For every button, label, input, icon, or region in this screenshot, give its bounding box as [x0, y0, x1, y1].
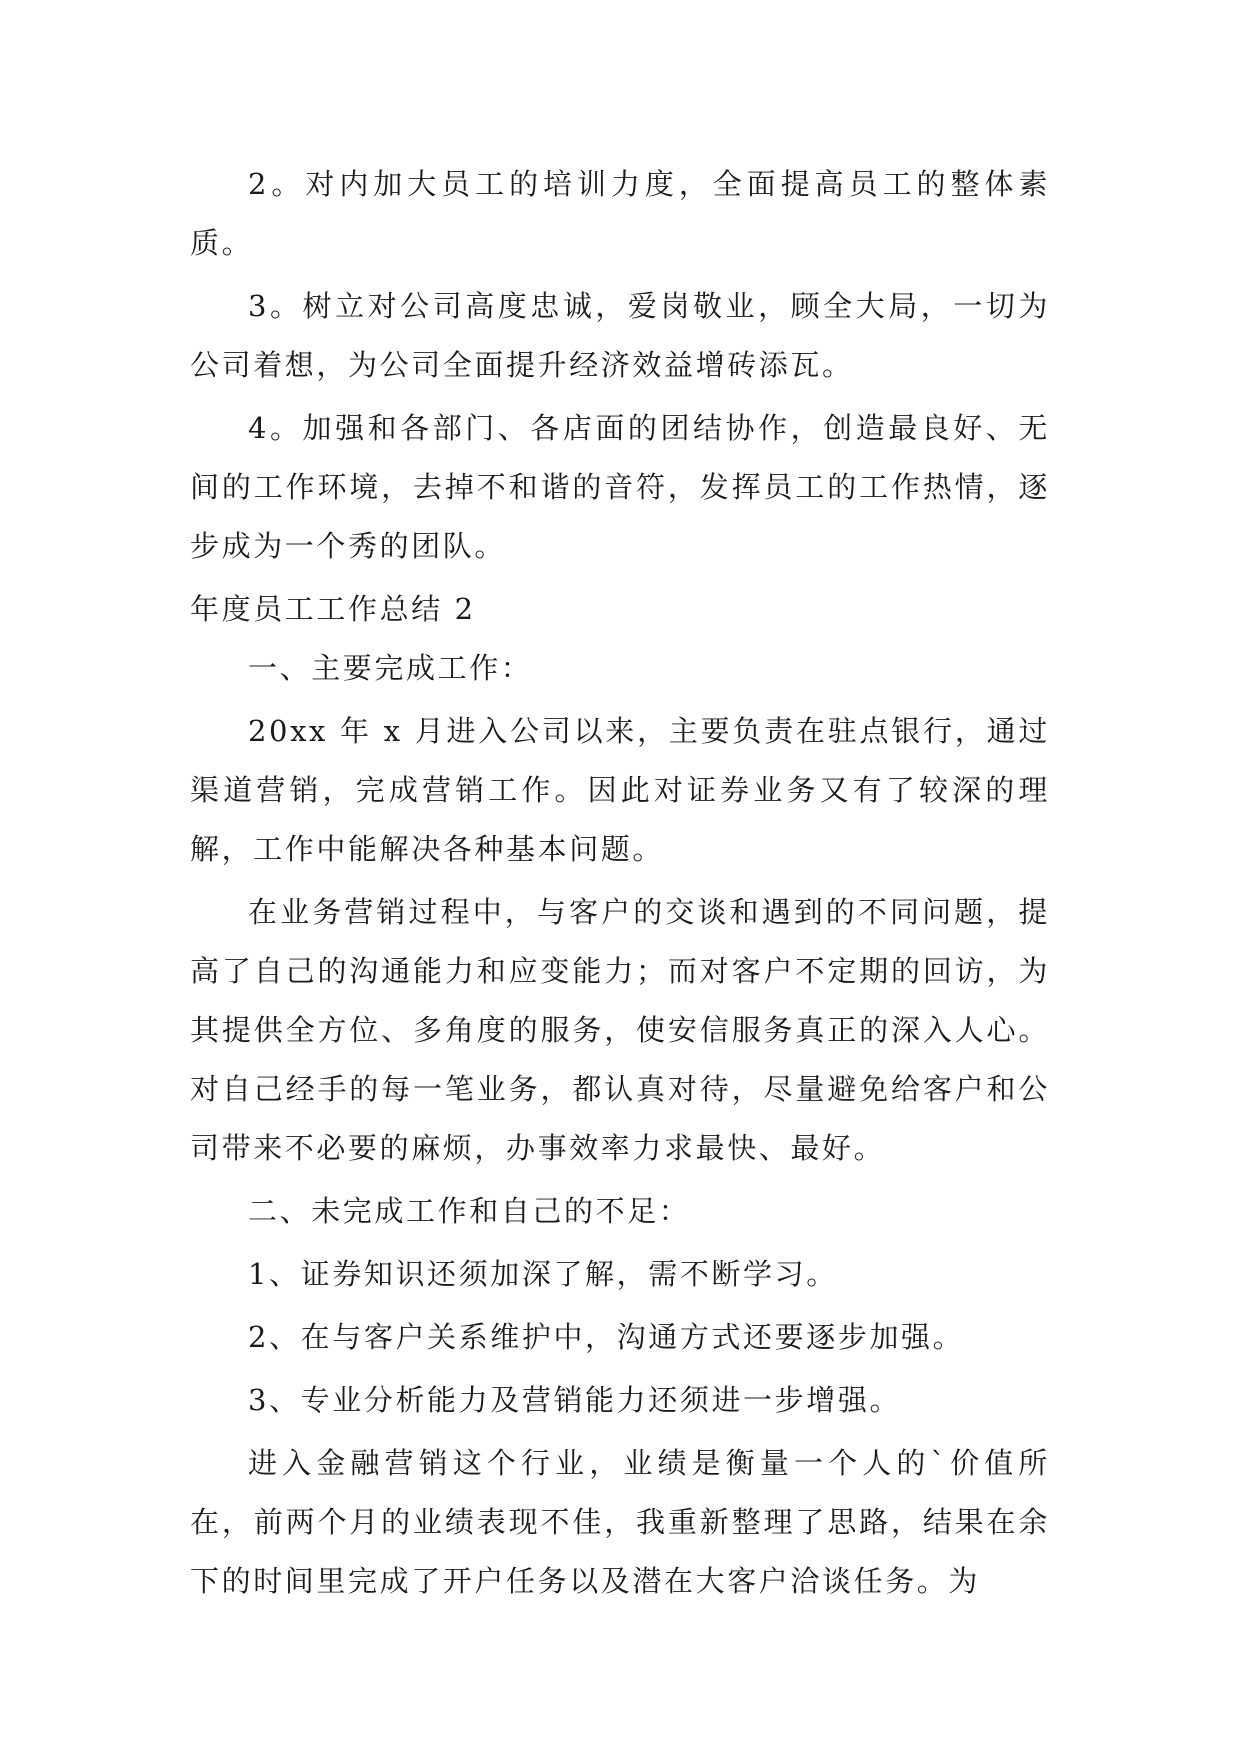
- list-item-shortcoming-2: 2、在与客户关系维护中，沟通方式还要逐步加强。: [248, 1320, 965, 1354]
- section-title: 年度员工工作总结 2: [190, 592, 476, 626]
- paragraph-work-summary: 20xx 年 x 月进入公司以来，主要负责在驻点银行，通过渠道营销，完成营销工作。因此对证券业务又有了较深的理解，工作中能解决各种基本问题。: [190, 714, 1050, 866]
- paragraph-performance: 进入金融营销这个行业，业绩是衡量一个人的`价值所在，前两个月的业绩表现不佳，我重新整理了思路，结果在余下的时间里完成了开户任务以及潜在大客户洽谈任务。为: [190, 1446, 1050, 1598]
- list-item-shortcoming-1: 1、证券知识还须加深了解，需不断学习。: [248, 1257, 838, 1291]
- paragraph-goal-4: 4。加强和各部门、各店面的团结协作，创造最良好、无间的工作环境，去掉不和谐的音符，发挥员工的工作热情，逐步成为一个秀的团队。: [190, 411, 1050, 563]
- paragraph-goal-3: 3。树立对公司高度忠诚，爱岗敬业，顾全大局，一切为公司着想，为公司全面提升经济效益增砖添瓦。: [190, 289, 1050, 382]
- section-heading-shortcomings: 二、未完成工作和自己的不足：: [248, 1194, 691, 1228]
- paragraph-goal-2: 2。对内加大员工的培训力度，全面提高员工的整体素质。: [190, 167, 1050, 260]
- paragraph-marketing-process: 在业务营销过程中，与客户的交谈和遇到的不同问题，提高了自己的沟通能力和应变能力；而对客户不定期的回访，为其提供全方位、多角度的服务，使安信服务真正的深入人心。对自己经手的每一笔业务，都认真对待，尽量避免给客户和公司带来不必要的麻烦，办事效率力求最快、最好。: [190, 895, 1050, 1165]
- document-body: [190, 155, 1050, 1615]
- section-heading-completed-work: 一、主要完成工作：: [248, 651, 533, 685]
- list-item-shortcoming-3: 3、专业分析能力及营销能力还须进一步增强。: [248, 1383, 902, 1417]
